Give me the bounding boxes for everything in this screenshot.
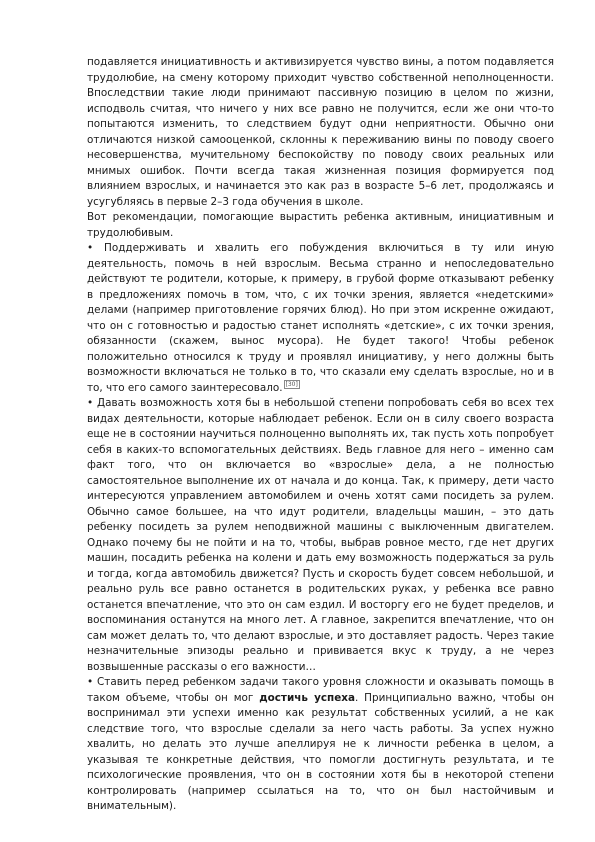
paragraph-3-text: • Поддерживать и хвалить его побуждения включиться в ту или иную деятельность, помочь в ней взрослым. Весьма странно и непоследовательно действуют те родители, которые, к примеру, в грубой форме отказывают ребенку в предложениях помочь в том, что, с их точки зрения, является «недетскими» делами (например приготовление горячих блюд). Но при этом искренне ожидают, что он с готовностью и радостью станет исполнять «детские», с их точки зрения, обязанности (скажем, вынос мусора). Не будет такого! Чтобы ребенок положительно относился к труду и проявлял инициативу, у него должны быть возможности включаться не только в то, что сказали ему сделать взрослые, но и в то, что его самого заинтересовало. [87,242,554,394]
paragraph-2: Вот рекомендации, помогающие вырастить ребенка активным, инициативным и трудолюбивым. [87,211,554,239]
page-text [87,55,554,815]
paragraph-1: подавляется инициативность и активизируется чувство вины, а потом подавляется трудолюбие, на смену которому приходит чувство собственной неполноценности. Впоследствии такие люди принимают пассивную позицию в целом по жизни, исподволь считая, что ничего у них все равно не получится, если же они что-то попытаются изменить, то следствием будут одни неприятности. Обычно они отличаются низкой самооценкой, склонны к переживанию вины по поводу своего несовершенства, мучительному беспокойству по поводу своих реальных или мнимых ошибок. Почти всегда такая жизненная позиция формируется под влиянием взрослых, и начинается это как раз в возрасте 5–6 лет, продолжаясь и усугубляясь в первые 2–3 года обучения в школе. [87,56,554,208]
paragraph-5-bold: достичь успеха [259,691,355,704]
footnote-link[interactable]: [30] [285,381,298,389]
paragraph-5 [87,675,554,815]
paragraph-5-text-after: . Принципиально важно, чтобы он воспринимал эти успехи именно как результат собственных усилий, а не как следствие того, что взрослые сделали за него часть работы. За успех нужно хвалить, но делать это лучше апеллируя не к личности ребенка в целом, а указывая те конкретные действия, что помогли достигнуть результата, и те психологические проявления, что он в состоянии хотя бы в некоторой степени контролировать (например ссылаться на то, что он был настойчивым и внимательным). [87,691,555,812]
paragraph-5-text-before: • Ставить перед ребенком задачи такого уровня сложности и оказывать помощь в таком объеме, чтобы он мог [87,676,554,704]
paragraph-4: • Давать возможность хотя бы в небольшой степени попробовать себя во всех тех видах деятельности, которые наблюдает ребенок. Если он в силу своего возраста еще не в состоянии научиться полноценно выполнять их, так пусть хоть попробует себя в каких-то вспомогательных действиях. Ведь главное для него – именно сам факт того, что он включается во «взрослые» дела, а не полностью самостоятельное выполнение их от начала и до конца. Так, к примеру, дети часто интересуются управлением автомобилем и очень хотят сами посидеть за рулем. Обычно самое большее, на что идут родители, владельцы машин, – это дать ребенку посидеть за рулем неподвижной машины с выключенным двигателем. Однако почему бы не пойти и на то, чтобы, выбрав ровное место, где нет других машин, посадить ребенка на колени и дать ему возможность подержаться за руль и тогда, когда автомобиль движется? Пусть и скорость будет совсем небольшой, и реально руль все равно останется в родительских руках, у ребенка все равно останется впечатление, что это он сам ездил. И восторгу его не будет пределов, и воспоминания останутся на много лет. А главное, закрепится впечатление, что он сам может делать то, что делают взрослые, и это доставляет радость. Через такие незначительные эпизоды реально и прививается вкус к труду, а не через возвышенные рассказы о его важности… [87,397,554,673]
paragraph-3 [87,241,554,396]
